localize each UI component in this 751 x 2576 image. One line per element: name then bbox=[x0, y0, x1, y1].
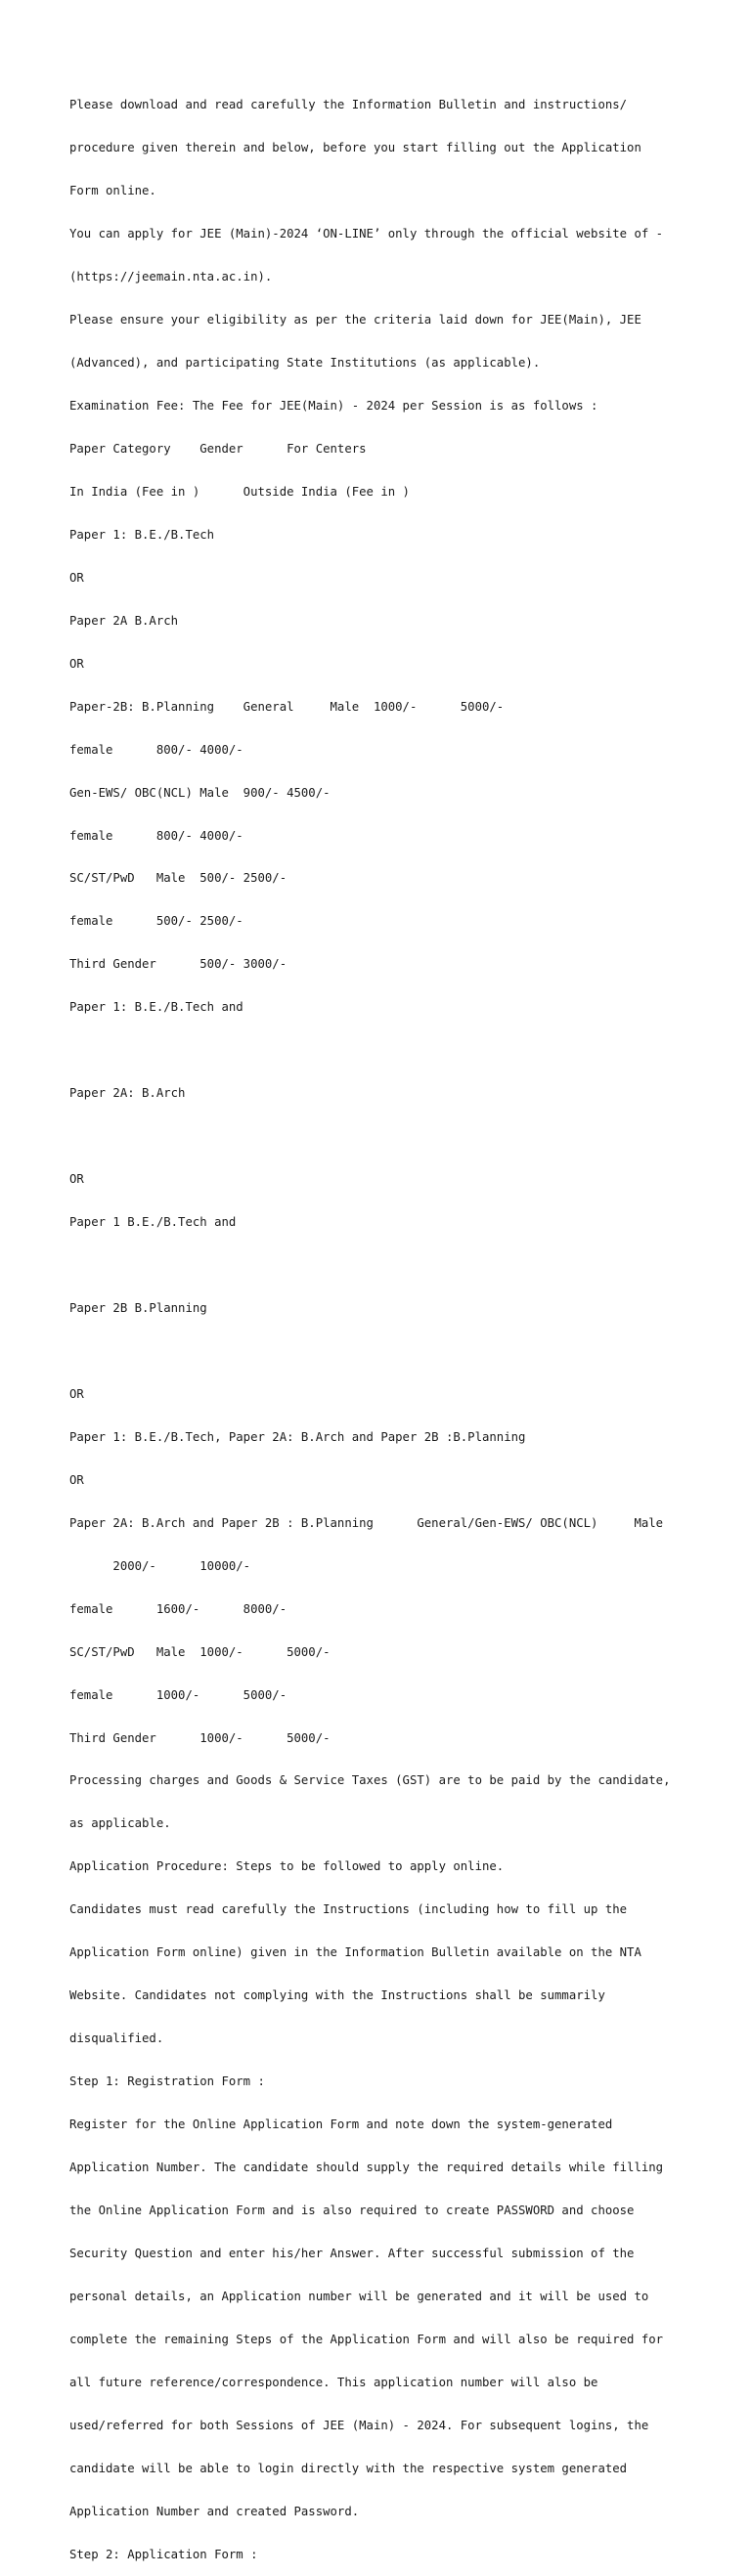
fee-table-row: female 500/- 2500/- bbox=[69, 914, 243, 929]
fee-table-row: SC/ST/PwD Male 1000/- 5000/- bbox=[69, 1644, 331, 1659]
text-line: the Online Application Form and is also required to create PASSWORD and choose bbox=[69, 2204, 635, 2218]
text-line: Paper 1: B.E./B.Tech, Paper 2A: B.Arch and Paper 2B :B.Planning bbox=[69, 1429, 526, 1444]
text-line: OR bbox=[69, 1472, 84, 1487]
text-line: as applicable. bbox=[69, 1816, 171, 1831]
text-line: OR bbox=[69, 1172, 84, 1187]
text-line: Application Form online) given in the Information Bulletin available on the NTA bbox=[69, 1945, 641, 1960]
text-line: Paper 1: B.E./B.Tech bbox=[69, 527, 215, 542]
text-line: Paper 1: B.E./B.Tech and bbox=[69, 1000, 243, 1015]
blank-line bbox=[69, 1043, 744, 1058]
text-line: OR bbox=[69, 656, 84, 671]
step-heading: Step 1: Registration Form : bbox=[69, 2074, 265, 2089]
fee-table-header: In India (Fee in ) Outside India (Fee in ) bbox=[69, 484, 410, 499]
fee-table-row: 2000/- 10000/- bbox=[69, 1558, 251, 1573]
text-line: procedure given therein and below, before you start filling out the Application bbox=[69, 141, 641, 155]
text-line: disqualified. bbox=[69, 2031, 164, 2046]
text-line: Please download and read carefully the Information Bulletin and instructions/ bbox=[69, 98, 628, 112]
text-line: (Advanced), and participating State Institutions (as applicable). bbox=[69, 356, 541, 371]
fee-table-row: Third Gender 500/- 3000/- bbox=[69, 957, 287, 972]
text-line: Register for the Online Application Form and note down the system-generated bbox=[69, 2118, 613, 2132]
text-line: (https://jeemain.nta.ac.in). bbox=[69, 270, 273, 284]
blank-line bbox=[69, 1129, 744, 1144]
fee-table-row: female 1600/- 8000/- bbox=[69, 1601, 287, 1616]
text-line: all future reference/correspondence. This application number will also be bbox=[69, 2375, 598, 2389]
text-line: personal details, an Application number will be generated and it will be used to bbox=[69, 2289, 649, 2303]
fee-table-row: Gen-EWS/ OBC(NCL) Male 900/- 4500/- bbox=[69, 785, 331, 800]
text-line: Application Number and created Password. bbox=[69, 2504, 360, 2518]
text-line: Candidates must read carefully the Instructions (including how to fill up the bbox=[69, 1902, 628, 1917]
fee-table-row: SC/ST/PwD Male 500/- 2500/- bbox=[69, 871, 287, 886]
text-line: You can apply for JEE (Main)-2024 ‘ON-LINE’ only through the official website of - bbox=[69, 227, 664, 241]
text-line: Please ensure your eligibility as per the criteria laid down for JEE(Main), JEE bbox=[69, 313, 641, 327]
text-line: Processing charges and Goods & Service Taxes (GST) are to be paid by the candidate, bbox=[69, 1773, 671, 1788]
text-line: Application Number. The candidate should supply the required details while filling bbox=[69, 2161, 664, 2175]
blank-line bbox=[69, 1344, 744, 1359]
fee-table-row: Third Gender 1000/- 5000/- bbox=[69, 1730, 331, 1745]
fee-table-row: Paper-2B: B.Planning General Male 1000/- 5000/- bbox=[69, 699, 505, 714]
text-line: complete the remaining Steps of the Application Form and will also be required for bbox=[69, 2332, 664, 2346]
text-line: Form online. bbox=[69, 184, 156, 198]
text-line: Security Question and enter his/her Answer. After successful submission of the bbox=[69, 2246, 635, 2260]
text-line: used/referred for both Sessions of JEE (Main) - 2024. For subsequent logins, the bbox=[69, 2418, 649, 2432]
fee-table-row: female 1000/- 5000/- bbox=[69, 1687, 287, 1702]
text-line: Examination Fee: The Fee for JEE(Main) - 2024 per Session is as follows : bbox=[69, 398, 598, 413]
blank-line bbox=[69, 1258, 744, 1273]
fee-table-row: female 800/- 4000/- bbox=[69, 828, 243, 843]
step-heading: Step 2: Application Form : bbox=[69, 2547, 258, 2561]
text-line: Paper 2B B.Planning bbox=[69, 1301, 207, 1315]
document-text bbox=[69, 69, 744, 2576]
text-line: Paper 1 B.E./B.Tech and bbox=[69, 1215, 237, 1230]
fee-table-row: female 800/- 4000/- bbox=[69, 742, 243, 757]
section-heading: Application Procedure: Steps to be followed to apply online. bbox=[69, 1859, 505, 1874]
text-line: Paper 2A B.Arch bbox=[69, 613, 179, 628]
text-line: candidate will be able to login directly with the respective system generated bbox=[69, 2461, 628, 2475]
text-line: OR bbox=[69, 1386, 84, 1401]
fee-table-row: Paper 2A: B.Arch and Paper 2B : B.Planning General/Gen-EWS/ OBC(NCL) Male bbox=[69, 1515, 664, 1530]
text-line: Paper 2A: B.Arch bbox=[69, 1086, 186, 1101]
text-line: Website. Candidates not complying with the Instructions shall be summarily bbox=[69, 1988, 605, 2003]
text-line: OR bbox=[69, 570, 84, 585]
fee-table-header: Paper Category Gender For Centers bbox=[69, 441, 367, 456]
